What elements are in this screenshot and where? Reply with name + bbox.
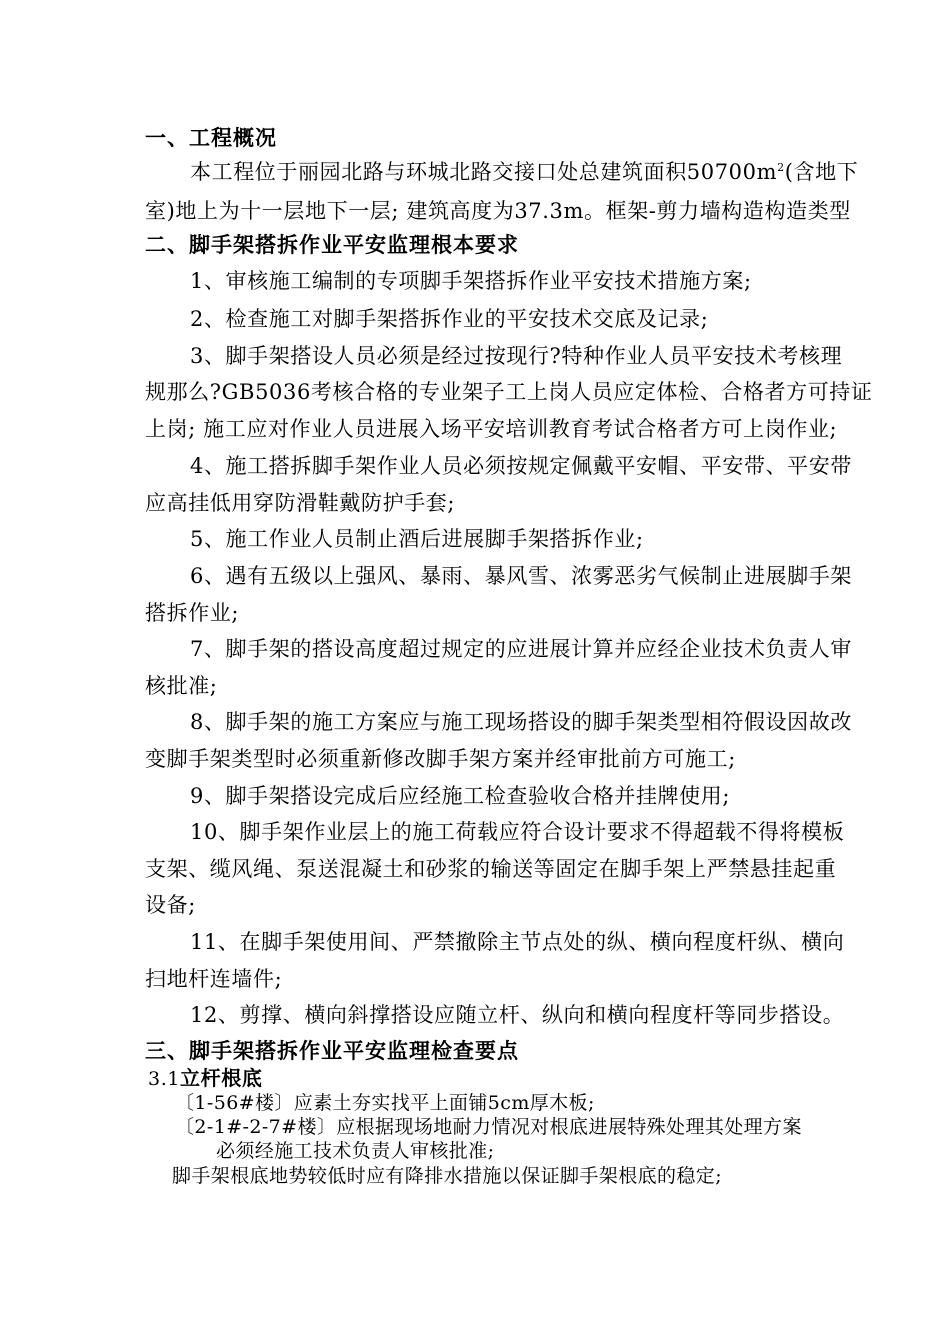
section2-line: 12、剪撑、横向斜撑搭设应随立杆、纵向和横向程度杆等同步搭设。 — [190, 1003, 845, 1027]
section1-paragraph-line1: 本工程位于丽园北路与环城北路交接口处总建筑面积$50700m^2$(含地下 — [190, 160, 859, 184]
section2-line: 10、脚手架作业层上的施工荷载应符合设计要求不得超载不得将模板 — [190, 820, 845, 844]
section3-line: 脚手架根底地势较低时应有降排水措施以保证脚手架根底的稳定; — [172, 1165, 723, 1187]
section3-line: 必须经施工技术负责人审核批准; — [216, 1140, 495, 1162]
section2-line: 变脚手架类型时必须重新修改脚手架方案并经审批前方可施工; — [145, 747, 736, 771]
subheading-number: 3.1 — [148, 1068, 181, 1090]
section2-line: 扫地杆连墙件; — [145, 967, 283, 991]
section2-line: 3、脚手架搭设人员必须是经过按现行?特种作业人员平安技术考核理 — [190, 344, 843, 368]
section2-line: 1、审核施工编制的专项脚手架搭拆作业平安技术措施方案; — [190, 269, 752, 293]
section2-heading: 二、脚手架搭拆作业平安监理根本要求 — [145, 232, 519, 257]
section2-line: 5、施工作业人员制止酒后进展脚手架搭拆作业; — [190, 527, 644, 551]
section2-line: 11、在脚手架使用间、严禁撤除主节点处的纵、横向程度杆纵、横向 — [190, 930, 845, 954]
section2-line: 2、检查施工对脚手架搭拆作业的平安技术交底及记录; — [190, 307, 709, 331]
section1-paragraph-line2: 室)地上为十一层地下一层; 建筑高度为37.3m。框架-剪力墙构造构造类型 — [145, 199, 851, 223]
section2-line: 应高挂低用穿防滑鞋戴防护手套; — [145, 491, 456, 515]
section2-line: 规那么?GB5036考核合格的专业架子工上岗人员应定体检、合格者方可持证 — [145, 380, 873, 404]
subheading-title: 立杆根底 — [180, 1066, 263, 1090]
section2-line: 6、遇有五级以上强风、暴雨、暴风雪、浓雾恶劣气候制止进展脚手架 — [190, 564, 852, 588]
section3-line: 〔1-56#楼〕应素土夯实找平上面铺5cm厚木板; — [175, 1092, 595, 1114]
section2-line: 9、脚手架搭设完成后应经施工检查验收合格并挂牌使用; — [190, 784, 731, 808]
section3-line: 〔2-1#-2-7#楼〕应根据现场地耐力情况对根底进展特殊处理其处理方案 — [175, 1116, 802, 1138]
section2-line: 搭拆作业; — [145, 601, 240, 625]
section1-heading: 一、工程概况 — [145, 125, 277, 150]
section2-line: 上岗; 施工应对作业人员进展入场平安培训教育考试合格者方可上岗作业; — [145, 417, 838, 441]
section2-line: 支架、缆风绳、泵送混凝土和砂浆的输送等固定在脚手架上严禁悬挂起重 — [145, 857, 837, 881]
section2-line: 4、施工搭拆脚手架作业人员必须按规定佩戴平安帽、平安带、平安带 — [190, 454, 852, 478]
section2-line: 设备; — [145, 893, 196, 917]
section3-heading: 三、脚手架搭拆作业平安监理检查要点 — [145, 1038, 519, 1063]
section2-line: 7、脚手架的搭设高度超过规定的应进展计算并应经企业技术负责人审 — [190, 637, 852, 661]
section3-subheading — [148, 1066, 888, 1091]
section2-line: 8、脚手架的施工方案应与施工现场搭设的脚手架类型相符假设因故改 — [190, 710, 852, 734]
section2-line: 核批准; — [145, 674, 218, 698]
